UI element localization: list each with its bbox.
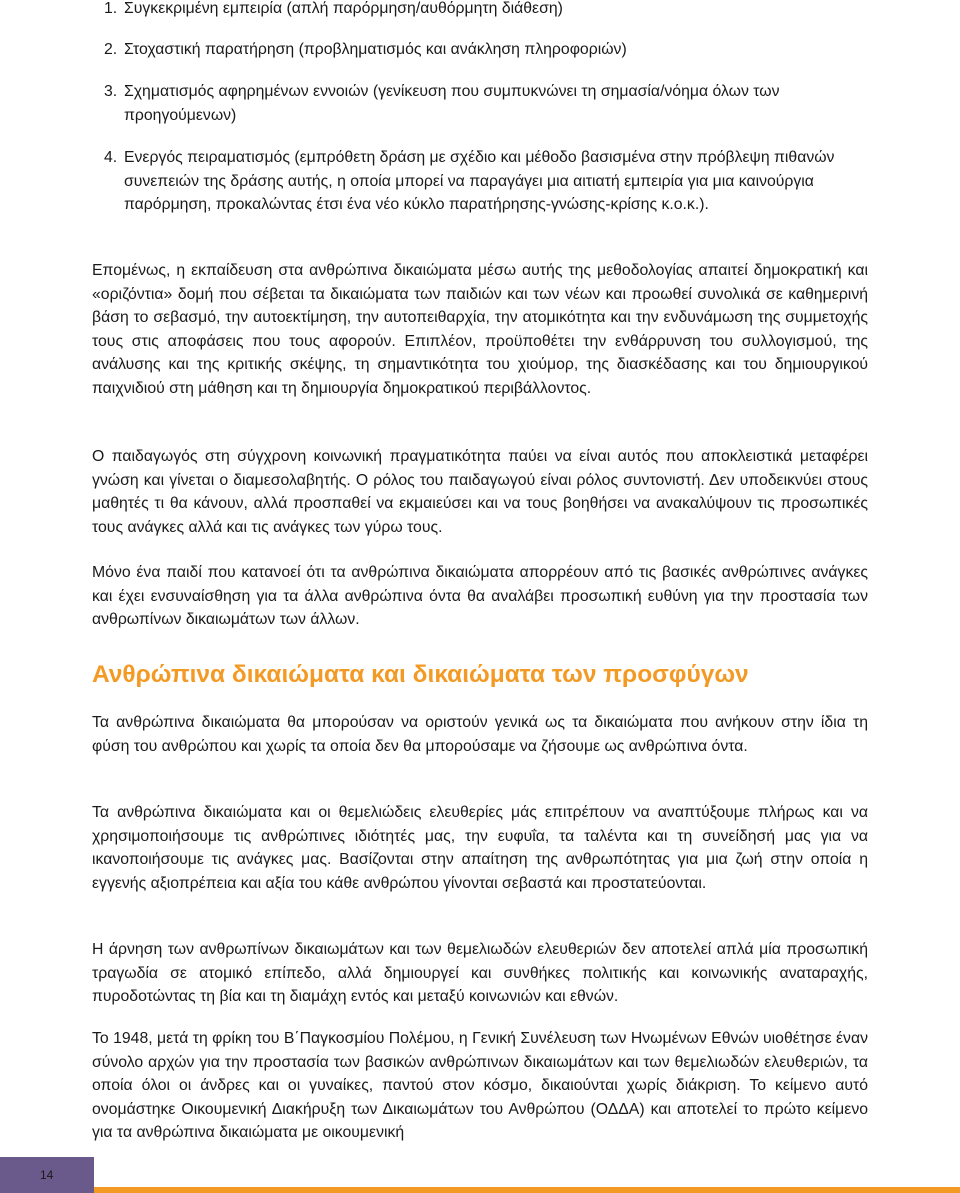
- footer-band: [0, 1187, 960, 1193]
- paragraph-child-understanding: Μόνο ένα παιδί που κατανοεί ότι τα ανθρώπινα δικαιώματα απορρέουν από τις βασικές ανθρώπινες ανάγκες και έχει ενσυναίσθηση για τα άλλα ανθρώπινα όντα θα αναλάβει προσωπική ευθύνη για την προστασία των ανθρωπίνων δικαιωμάτων των άλλων.: [92, 564, 868, 629]
- list-item: [92, 146, 868, 217]
- list-item-text: Συγκεκριμένη εμπειρία (απλή παρόρμηση/αυθόρμητη διάθεση): [124, 0, 563, 17]
- paragraph-freedoms: Τα ανθρώπινα δικαιώματα και οι θεμελιώδεις ελευθερίες μάς επιτρέπουν να αναπτύξουμε πλήρως και να χρησιμοποιήσουμε τις ανθρώπινες ιδιότητές μας, την ευφυΐα, τα ταλέντα και τη συνείδησή μας για να ικανοποιήσουμε τις ανάγκες μας. Βασίζονται στην απαίτηση της ανθρωπότητας για μια ζωή στην οποία η εγγενής αξιοπρέπεια και αξία του κάθε ανθρώπου γίνονται σεβαστά και προστατεύονται.: [92, 804, 868, 892]
- list-item: [92, 0, 868, 21]
- paragraph-denial: Η άρνηση των ανθρωπίνων δικαιωμάτων και των θεμελιωδών ελευθεριών δεν αποτελεί απλά μία προσωπική τραγωδία σε ατομικό επίπεδο, αλλά δημιουργεί και συνθήκες πολιτικής και κοινωνικής αναταραχής, πυροδοτώντας τη βία και τη διαμάχη εντός και μεταξύ κοινωνιών και εθνών.: [92, 941, 868, 1006]
- page-number: 14: [40, 1168, 54, 1182]
- list-item-number: 1.: [104, 0, 118, 17]
- section-heading: Ανθρώπινα δικαιώματα και δικαιώματα των προσφύγων: [92, 661, 749, 688]
- list-item: [92, 80, 868, 127]
- list-item-number: 4.: [104, 149, 118, 166]
- list-item-text: Σχηματισμός αφηρημένων εννοιών (γενίκευση που συμπυκνώνει τη σημασία/νόημα όλων των προηγούμενων): [124, 83, 780, 124]
- paragraph-methodology: Επομένως, η εκπαίδευση στα ανθρώπινα δικαιώματα μέσω αυτής της μεθοδολογίας απαιτεί δημοκρατική και «οριζόντια» δομή που σέβεται τα δικαιώματα των παιδιών και των νέων και προωθεί συνολικά σε καθημερινή βάση το σεβασμό, την αυτοεκτίμηση, την αυτοπειθαρχία, την ατομικότητα και την ενδυνάμωση της συμμετοχής τους στις αποφάσεις που τους αφορούν. Επιπλέον, προϋποθέτει την ενθάρρυνση του συλλογισμού, της ανάλυσης και της κριτικής σκέψης, τη σημαντικότητα του χιούμορ, της διασκέδασης και του δημιουργικού παιχνιδιού στη μάθηση και τη δημιουργία δημοκρατικού περιβάλλοντος.: [92, 262, 868, 397]
- list-item-number: 2.: [104, 41, 118, 58]
- list-item-text: Ενεργός πειραματισμός (εμπρόθετη δράση με σχέδιο και μέθοδο βασισμένα στην πρόβλεψη πιθανών συνεπειών της δράσης αυτής, η οποία μπορεί να παραγάγει μια αιτιατή εμπειρία για μια καινούργια παρόρμηση, προκαλώντας έτσι ένα νέο κύκλο παρατήρησης-γνώσης-κρίσης κ.ο.κ.).: [124, 149, 835, 214]
- list-item-text: Στοχαστική παρατήρηση (προβληματισμός και ανάκληση πληροφοριών): [124, 41, 627, 58]
- list-item-number: 3.: [104, 83, 118, 100]
- list-item: [92, 38, 868, 62]
- paragraph-definition: Τα ανθρώπινα δικαιώματα θα μπορούσαν να οριστούν γενικά ως τα δικαιώματα που ανήκουν στην ίδια τη φύση του ανθρώπου και χωρίς τα οποία δεν θα μπορούσαμε να ζήσουμε ως ανθρώπινα όντα.: [92, 714, 868, 755]
- paragraph-1948: Το 1948, μετά τη φρίκη του Β΄Παγκοσμίου Πολέμου, η Γενική Συνέλευση των Ηνωμένων Εθνών υιοθέτησε έναν σύνολο αρχών για την προστασία των βασικών ανθρώπινων δικαιωμάτων και των θεμελιωδών ελευθεριών, τα οποία όλοι οι άνδρες και οι γυναίκες, παντού στον κόσμο, δικαιούνται χωρίς διάκριση. Το κείμενο αυτό ονομάστηκε Οικουμενική Διακήρυξη των Δικαιωμάτων του Ανθρώπου (ΟΔΔΑ) και αποτελεί το πρώτο κείμενο για τα ανθρώπινα δικαιώματα με οικουμενική: [92, 1030, 868, 1142]
- paragraph-educator-role: Ο παιδαγωγός στη σύγχρονη κοινωνική πραγματικότητα παύει να είναι αυτός που αποκλειστικά μεταφέρει γνώση και γίνεται ο διαμεσολαβητής. Ο ρόλος του παιδαγωγού είναι ρόλος συντονιστή. Δεν υποδεικνύει στους μαθητές τι θα κάνουν, αλλά προσπαθεί να εκμαιεύσει και να τους βοηθήσει να ανακαλύψουν τις προσωπικές τους ανάγκες αλλά και τις ανάγκες των γύρω τους.: [92, 448, 868, 536]
